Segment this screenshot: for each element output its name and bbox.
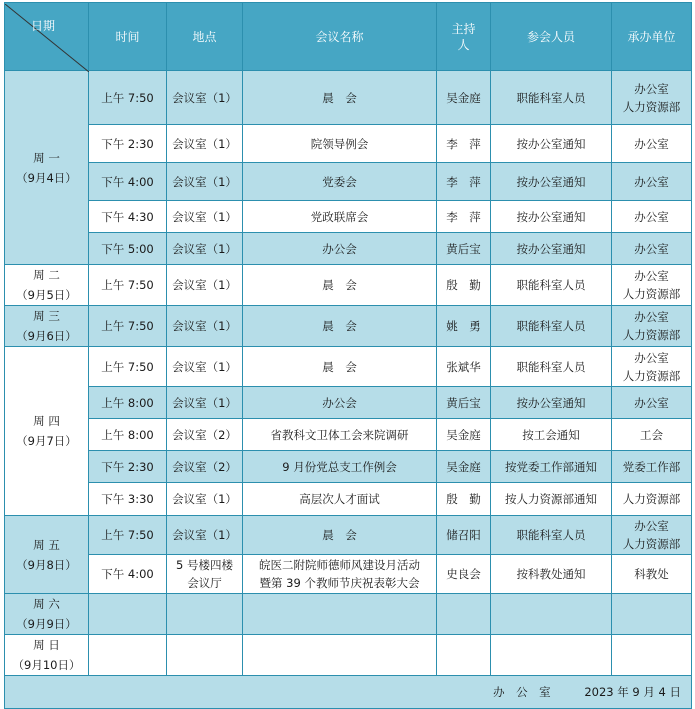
cell-attendees: 按办公室通知: [491, 201, 612, 233]
cell-place: 会议室（1）: [167, 201, 243, 233]
cell-attendees: 职能科室人员: [491, 71, 612, 125]
cell-place: 会议室（1）: [167, 163, 243, 201]
cell-meeting: 9 月份党总支工作例会: [243, 451, 437, 483]
table-row: [5, 125, 692, 163]
cell-attendees: 职能科室人员: [491, 306, 612, 347]
cell-empty: [167, 635, 243, 676]
table-row: [5, 306, 692, 347]
table-row: [5, 71, 692, 125]
day-cell-friday: 周 五 （9月8日）: [5, 516, 89, 594]
cell-organizer: 办公室: [612, 233, 692, 265]
cell-host: 吴金庭: [437, 419, 491, 451]
cell-host: 吴金庭: [437, 451, 491, 483]
cell-meeting: 党委会: [243, 163, 437, 201]
table-row: [5, 265, 692, 306]
cell-empty: [167, 594, 243, 635]
cell-time: 下午 5:00: [89, 233, 167, 265]
cell-host: 史良会: [437, 555, 491, 594]
cell-time: 下午 3:30: [89, 483, 167, 516]
table-row: [5, 163, 692, 201]
cell-meeting: 晨 会: [243, 71, 437, 125]
cell-meeting: 院领导例会: [243, 125, 437, 163]
cell-meeting: 晨 会: [243, 516, 437, 555]
cell-place: 会议室（1）: [167, 233, 243, 265]
cell-organizer: 人力资源部: [612, 483, 692, 516]
cell-host: 李 萍: [437, 163, 491, 201]
cell-attendees: 职能科室人员: [491, 516, 612, 555]
cell-place: 会议室（2）: [167, 451, 243, 483]
cell-host: 张斌华: [437, 347, 491, 387]
cell-empty: [612, 635, 692, 676]
cell-meeting: 晨 会: [243, 306, 437, 347]
table-row: [5, 451, 692, 483]
cell-empty: [437, 635, 491, 676]
cell-attendees: 按办公室通知: [491, 125, 612, 163]
cell-host: 殷 勤: [437, 483, 491, 516]
cell-organizer: 办公室 人力资源部: [612, 71, 692, 125]
footer-office: 办 公 室: [493, 685, 551, 699]
cell-meeting: 办公会: [243, 233, 437, 265]
cell-organizer: 党委工作部: [612, 451, 692, 483]
header-place: 地点: [167, 3, 243, 71]
cell-empty: [89, 635, 167, 676]
day-cell-tuesday: 周 二 （9月5日）: [5, 265, 89, 306]
cell-place: 会议室（1）: [167, 387, 243, 419]
cell-empty: [437, 594, 491, 635]
cell-organizer: 办公室: [612, 201, 692, 233]
cell-host: 储召阳: [437, 516, 491, 555]
cell-place: 会议室（1）: [167, 306, 243, 347]
cell-meeting: 党政联席会: [243, 201, 437, 233]
cell-time: 上午 7:50: [89, 306, 167, 347]
cell-time: 上午 7:50: [89, 265, 167, 306]
cell-place: 5 号楼四楼 会议厅: [167, 555, 243, 594]
cell-attendees: 按人力资源部通知: [491, 483, 612, 516]
cell-attendees: 按工会通知: [491, 419, 612, 451]
cell-empty: [89, 594, 167, 635]
cell-organizer: 办公室 人力资源部: [612, 265, 692, 306]
table-row: [5, 516, 692, 555]
table-row: [5, 555, 692, 594]
cell-empty: [491, 594, 612, 635]
cell-host: 黄后宝: [437, 233, 491, 265]
cell-organizer: 科教处: [612, 555, 692, 594]
header-date-diagonal: [5, 3, 89, 71]
cell-attendees: 按办公室通知: [491, 233, 612, 265]
cell-organizer: 办公室: [612, 125, 692, 163]
header-row: [5, 3, 692, 71]
footer-row: [5, 676, 692, 709]
header-organizer: 承办单位: [612, 3, 692, 71]
cell-organizer: 办公室 人力资源部: [612, 347, 692, 387]
cell-meeting: 晨 会: [243, 265, 437, 306]
cell-time: 上午 8:00: [89, 387, 167, 419]
cell-organizer: 工会: [612, 419, 692, 451]
cell-host: 吴金庭: [437, 71, 491, 125]
cell-place: 会议室（1）: [167, 71, 243, 125]
cell-meeting: 皖医二附院师德师风建设月活动 暨第 39 个教师节庆祝表彰大会: [243, 555, 437, 594]
cell-attendees: 职能科室人员: [491, 347, 612, 387]
table-row: [5, 201, 692, 233]
cell-host: 李 萍: [437, 125, 491, 163]
cell-time: 上午 7:50: [89, 347, 167, 387]
cell-time: 上午 7:50: [89, 516, 167, 555]
table-row: [5, 635, 692, 676]
day-cell-wednesday: 周 三 （9月6日）: [5, 306, 89, 347]
cell-place: 会议室（1）: [167, 516, 243, 555]
day-cell-sunday: 周 日 （9月10日）: [5, 635, 89, 676]
footer-cell: [5, 676, 692, 709]
cell-time: 下午 4:00: [89, 555, 167, 594]
header-host: 主持人: [437, 3, 491, 71]
header-time: 时间: [89, 3, 167, 71]
cell-empty: [491, 635, 612, 676]
day-cell-monday: 周 一 （9月4日）: [5, 71, 89, 265]
cell-empty: [612, 594, 692, 635]
table-row: [5, 387, 692, 419]
cell-attendees: 按党委工作部通知: [491, 451, 612, 483]
cell-time: 下午 4:30: [89, 201, 167, 233]
cell-place: 会议室（2）: [167, 419, 243, 451]
diagonal-line-icon: [5, 4, 89, 72]
cell-attendees: 按办公室通知: [491, 387, 612, 419]
cell-place: 会议室（1）: [167, 265, 243, 306]
table-row: [5, 347, 692, 387]
cell-place: 会议室（1）: [167, 125, 243, 163]
cell-meeting: 省教科文卫体工会来院调研: [243, 419, 437, 451]
day-cell-thursday: 周 四 （9月7日）: [5, 347, 89, 516]
cell-organizer: 办公室: [612, 163, 692, 201]
table-row: [5, 483, 692, 516]
table-row: [5, 233, 692, 265]
cell-empty: [243, 635, 437, 676]
cell-time: 下午 4:00: [89, 163, 167, 201]
footer-date: 2023 年 9 月 4 日: [584, 685, 681, 699]
day-cell-saturday: 周 六 （9月9日）: [5, 594, 89, 635]
cell-time: 下午 2:30: [89, 451, 167, 483]
cell-organizer: 办公室 人力资源部: [612, 516, 692, 555]
cell-meeting: 晨 会: [243, 347, 437, 387]
header-meeting: 会议名称: [243, 3, 437, 71]
cell-organizer: 办公室: [612, 387, 692, 419]
cell-organizer: 办公室 人力资源部: [612, 306, 692, 347]
header-date: 日期: [31, 18, 56, 33]
table-row: [5, 419, 692, 451]
cell-attendees: 按办公室通知: [491, 163, 612, 201]
cell-host: 姚 勇: [437, 306, 491, 347]
cell-meeting: 高层次人才面试: [243, 483, 437, 516]
cell-place: 会议室（1）: [167, 483, 243, 516]
cell-host: 殷 勤: [437, 265, 491, 306]
meeting-schedule-table: [4, 2, 692, 709]
cell-place: 会议室（1）: [167, 347, 243, 387]
table-row: [5, 594, 692, 635]
header-attendees: 参会人员: [491, 3, 612, 71]
cell-time: 上午 8:00: [89, 419, 167, 451]
cell-empty: [243, 594, 437, 635]
cell-host: 黄后宝: [437, 387, 491, 419]
cell-host: 李 萍: [437, 201, 491, 233]
cell-time: 上午 7:50: [89, 71, 167, 125]
cell-time: 下午 2:30: [89, 125, 167, 163]
cell-meeting: 办公会: [243, 387, 437, 419]
cell-attendees: 职能科室人员: [491, 265, 612, 306]
cell-attendees: 按科教处通知: [491, 555, 612, 594]
